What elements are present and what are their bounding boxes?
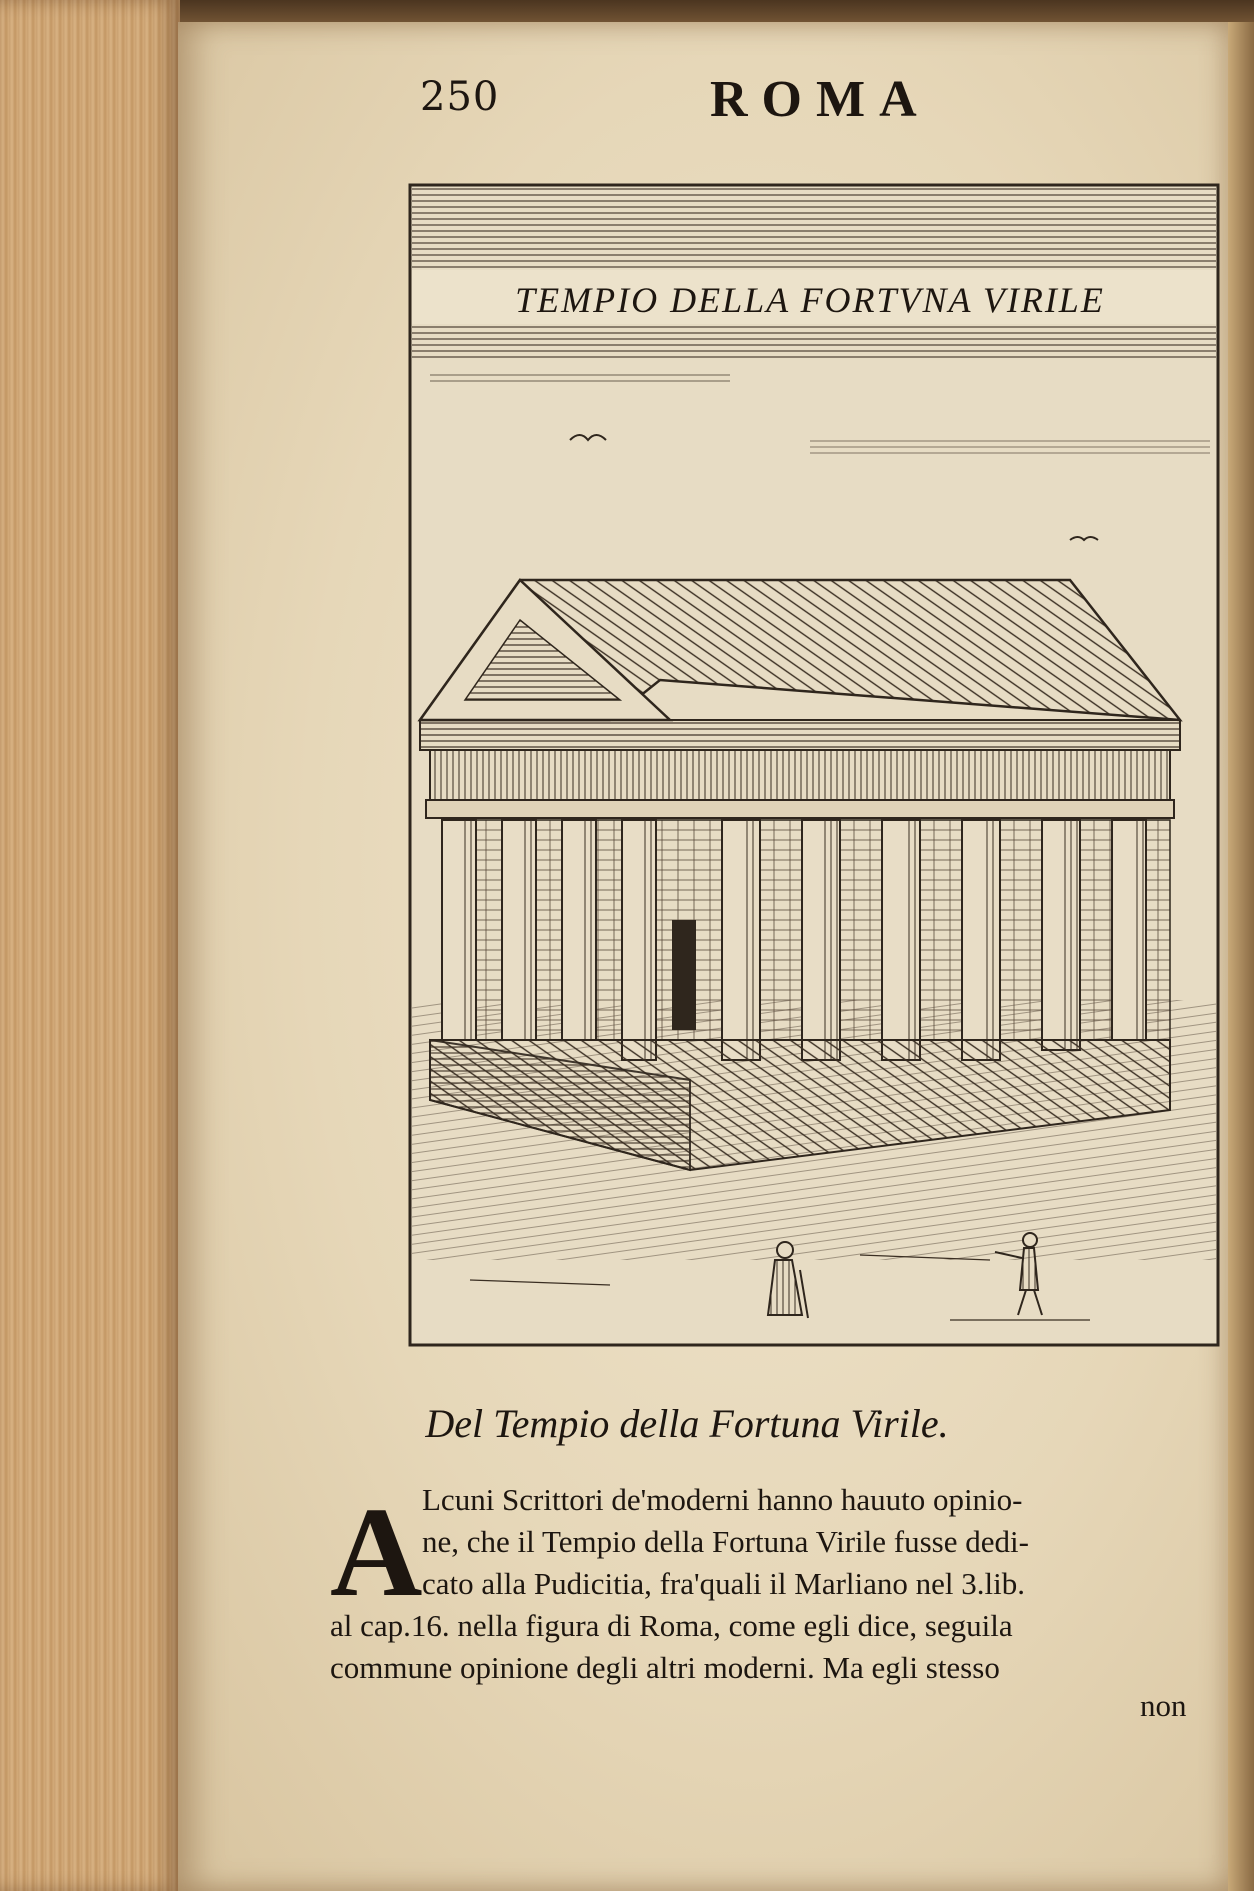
text-line: Lcuni Scrittori de'moderni hanno hauuto opinio-: [422, 1482, 1023, 1517]
text-line: al cap.16. nella figura di Roma, come egli dice, seguila: [330, 1608, 1013, 1643]
plate-title: TEMPIO DELLA FORTVNA VIRILE: [515, 280, 1105, 320]
drop-cap: A: [330, 1481, 423, 1623]
engraving-caption: Del Tempio della Fortuna Virile.: [425, 1401, 949, 1446]
running-title: ROMA: [710, 71, 931, 128]
book-page-edges: [0, 0, 180, 1891]
page-header: [420, 70, 1120, 130]
body-paragraph: [330, 1480, 1230, 1730]
text-line: cato alla Pudicitia, fra'quali il Marliano nel 3.lib.: [422, 1566, 1026, 1601]
text-line: ne, che il Tempio della Fortuna Virile fusse dedi-: [422, 1524, 1029, 1559]
text-line: commune opinione degli altri moderni. Ma egli stesso: [330, 1650, 1000, 1685]
engraving-plate: [390, 180, 1230, 1350]
book-right-edge: [1228, 22, 1254, 1891]
temple-engraving: [390, 180, 1230, 1350]
page-number: 250: [420, 74, 500, 120]
catchword: non: [1140, 1688, 1187, 1723]
